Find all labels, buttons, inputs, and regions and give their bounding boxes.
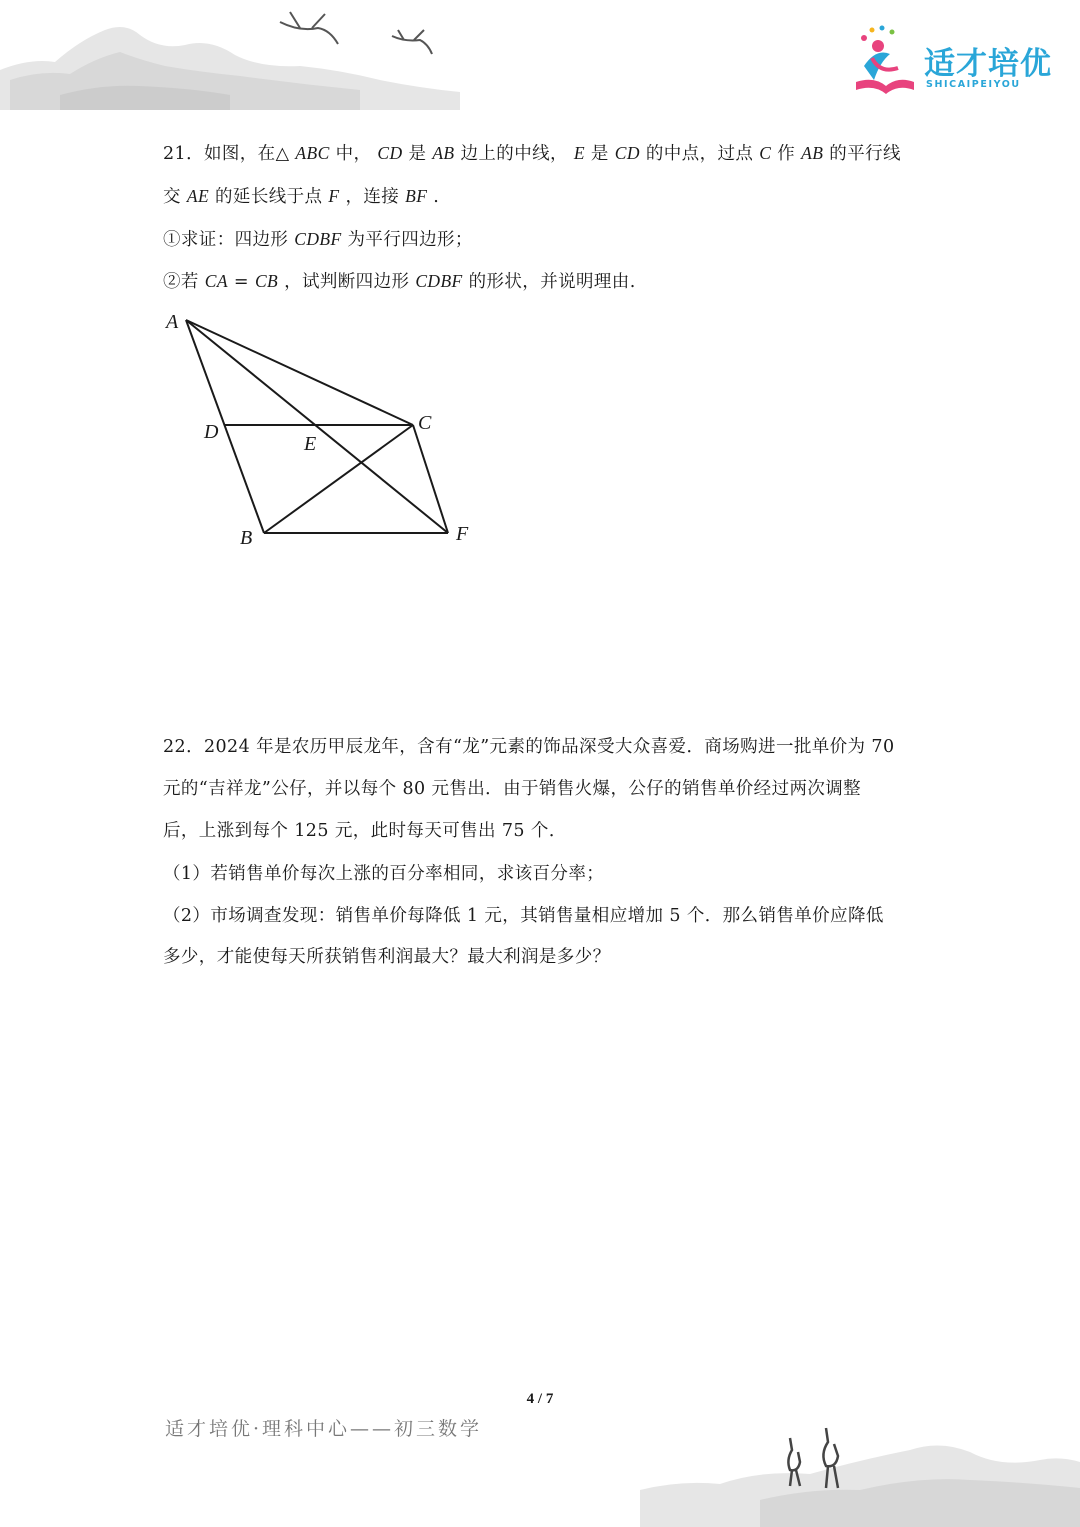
q21-line: 21．如图，在△ ABC 中， CD 是 AB 边上的中线， E 是 CD 的中点，过点 C 作 AB 的平行线 xyxy=(163,143,901,164)
footer-landscape-decoration xyxy=(640,1410,1080,1527)
math-variable: AB xyxy=(801,143,824,163)
math-variable: E xyxy=(573,143,585,163)
q22-line: 多少，才能使每天所获销售利润最大？最大利润是多少？ xyxy=(163,947,611,967)
crane-icon xyxy=(280,12,338,44)
q22-line: 元的“吉祥龙”公仔，并以每个 80 元售出．由于销售火爆，公仔的销售单价经过两次调整 xyxy=(163,779,862,799)
math-variable: AB xyxy=(432,143,455,163)
logo-icon xyxy=(850,24,920,96)
header-landscape-decoration xyxy=(0,0,460,110)
q21-line: ①求证：四边形 CDBF 为平行四边形； xyxy=(163,229,473,250)
point-label-F: F xyxy=(456,523,469,545)
logo-title: 适才培优 xyxy=(924,46,1052,82)
point-label-A: A xyxy=(166,311,179,333)
point-label-B: B xyxy=(240,527,253,549)
math-variable: CD xyxy=(377,143,403,163)
point-label-D: D xyxy=(204,421,219,443)
math-variable: BF xyxy=(405,186,428,206)
q22-line: （1）若销售单价每次上涨的百分率相同，求该百分率； xyxy=(163,864,605,884)
q22-line: 后，上涨到每个 125 元，此时每天可售出 75 个． xyxy=(163,821,567,841)
math-variable: CDBF xyxy=(415,271,463,291)
math-variable: CDBF xyxy=(294,229,342,249)
crane-icon xyxy=(392,30,432,54)
page-number: 4 / 7 xyxy=(526,1391,554,1407)
segment-CF xyxy=(413,425,448,533)
math-variable: AE xyxy=(186,186,210,206)
math-variable: ABC xyxy=(295,143,330,163)
segment-BC xyxy=(264,425,413,533)
segment-AC xyxy=(186,320,413,425)
point-label-E: E xyxy=(304,433,317,455)
math-variable: CB xyxy=(254,271,279,291)
math-variable: F xyxy=(328,186,340,206)
math-variable: CA xyxy=(204,271,228,291)
footer-title: 适才培优·理科中心——初三数学 xyxy=(165,1418,483,1440)
logo-subtitle: SHICAIPEIYOU xyxy=(926,79,1021,90)
geometry-figure xyxy=(150,300,490,560)
q22-line: 22．2024 年是农历甲辰龙年，含有“龙”元素的饰品深受大众喜爱．商场购进一批单价为 70 xyxy=(163,737,895,757)
q21-line: 交 AE 的延长线于点 F ，连接 BF . xyxy=(163,186,440,207)
q21-line: ②若 CA = CB ，试判断四边形 CDBF 的形状，并说明理由. xyxy=(163,271,636,292)
q22-line: （2）市场调查发现：销售单价每降低 1 元，其销售量相应增加 5 个．那么销售单价应降低 xyxy=(163,906,884,926)
math-variable: CD xyxy=(614,143,640,163)
point-label-C: C xyxy=(418,412,432,434)
math-variable: C xyxy=(759,143,772,163)
